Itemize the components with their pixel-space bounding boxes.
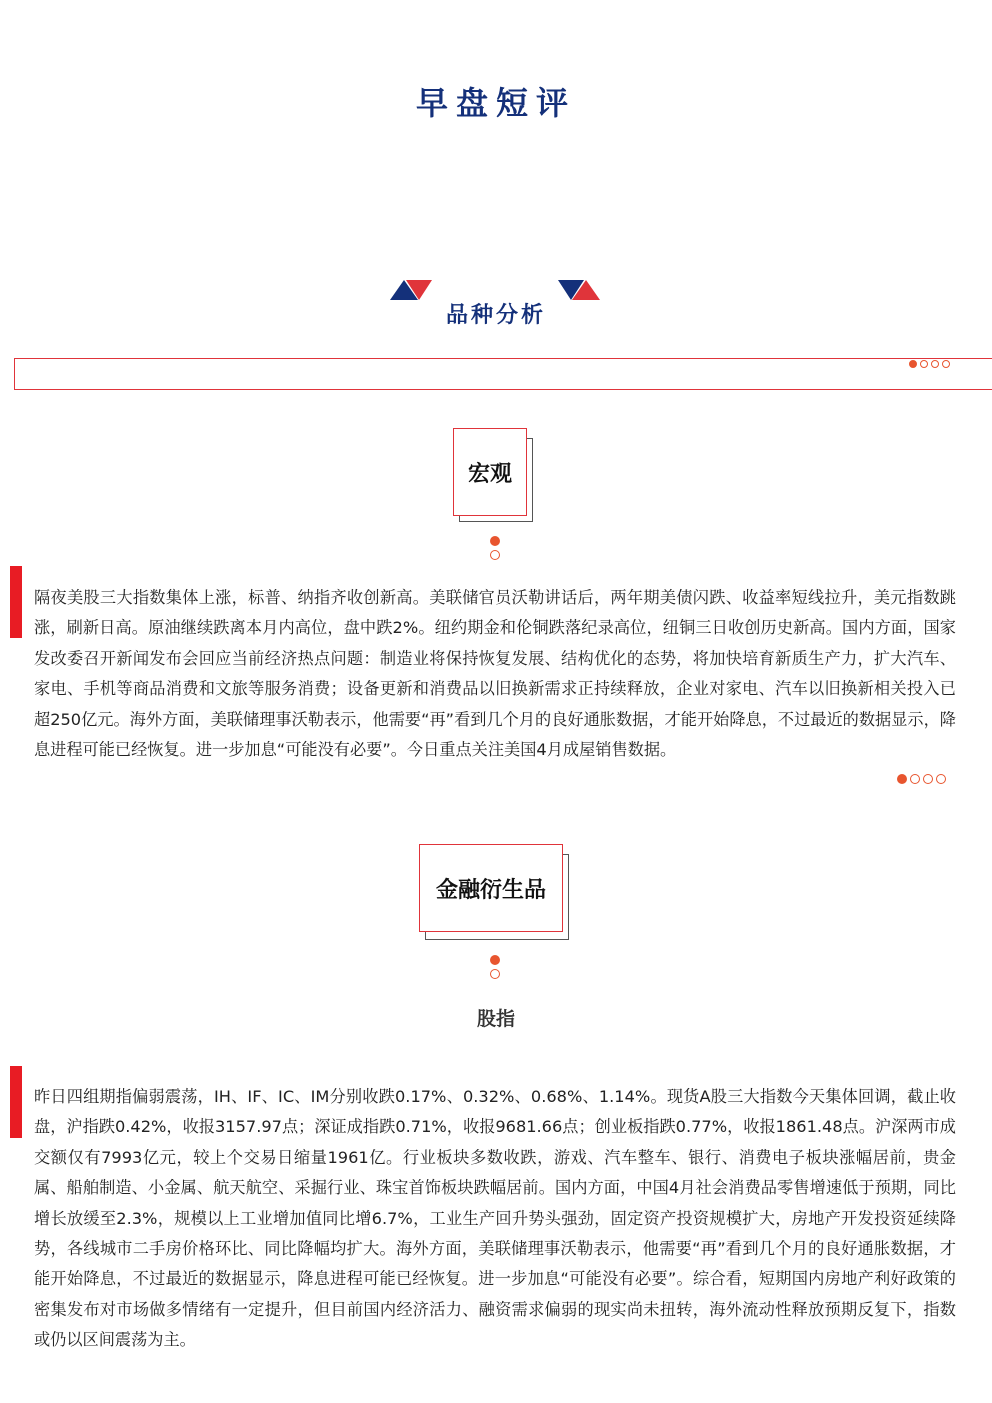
- section-banner: [14, 358, 992, 390]
- section-title-box-macro: [453, 428, 535, 524]
- sub-heading-stock-index: 股指: [476, 1008, 515, 1030]
- paragraph-accent-bar: [10, 566, 22, 638]
- section-title-derivatives: 金融衍生品: [419, 844, 563, 932]
- paragraph-accent-bar: [10, 1066, 22, 1138]
- paragraph-end-dots-icon: [897, 774, 946, 784]
- section-title-macro: 宏观: [453, 428, 527, 516]
- banner-dots-icon: [909, 360, 950, 368]
- vertical-dots-icon: [490, 955, 500, 979]
- section-title-box-derivatives: [419, 844, 571, 942]
- stock-index-paragraph: 昨日四组期指偏弱震荡，IH、IF、IC、IM分别收跌0.17%、0.32%、0.68%、1.14%。现货A股三大指数今天集体回调，截止收盘，沪指跌0.42%，收报3157.97点；深证成指跌0.71%，收报9681.66点；创业板指跌0.77%，收报1861.48点。沪深两市成交额仅有7993亿元，较上个交易日缩量1961亿。行业板块多数收跌，游戏、汽车整车、银行、消费电子板块涨幅居前，贵金属、船舶制造、小金属、航天航空、采掘行业、珠宝首饰板块跌幅居前。国内方面，中国4月社会消费品零售增速低于预期，同比增长放缓至2.3%，规模以上工业增加值同比增6.7%，工业生产回升势头强劲，固定资产投资规模扩大，房地产开发投资延续降势，各线城市二手房价格环比、同比降幅均扩大。海外方面，美联储理事沃勒表示，他需要“再”看到几个月的良好通胀数据，才能开始降息，不过最近的数据显示，降息进程可能已经恢复。进一步加息“可能没有必要”。综合看，短期国内房地产利好政策的密集发布对市场做多情绪有一定提升，但目前国内经济活力、融资需求偏弱的现实尚未扭转，海外流动性释放预期反复下，指数或仍以区间震荡为主。: [34, 1087, 956, 1350]
- section-header-title: 品种分析: [445, 303, 546, 328]
- vertical-dots-icon: [490, 536, 500, 560]
- macro-paragraph: 隔夜美股三大指数集体上涨，标普、纳指齐收创新高。美联储官员沃勒讲话后，两年期美债闪跌、收益率短线拉升，美元指数跳涨，刷新日高。原油继续跌离本月内高位，盘中跌2%。纽约期金和伦铜跌落纪录高位，纽铜三日收创历史新高。国内方面，国家发改委召开新闻发布会回应当前经济热点问题：制造业将保持恢复发展、结构优化的态势，将加快培育新质生产力，扩大汽车、家电、手机等商品消费和文旅等服务消费；设备更新和消费品以旧换新需求正持续释放，企业对家电、汽车以旧换新相关投入已超250亿元。海外方面，美联储理事沃勒表示，他需要“再”看到几个月的良好通胀数据，才能开始降息，不过最近的数据显示，降息进程可能已经恢复。进一步加息“可能没有必要”。今日重点关注美国4月成屋销售数据。: [34, 588, 956, 760]
- page-title: 早盘短评: [415, 84, 576, 122]
